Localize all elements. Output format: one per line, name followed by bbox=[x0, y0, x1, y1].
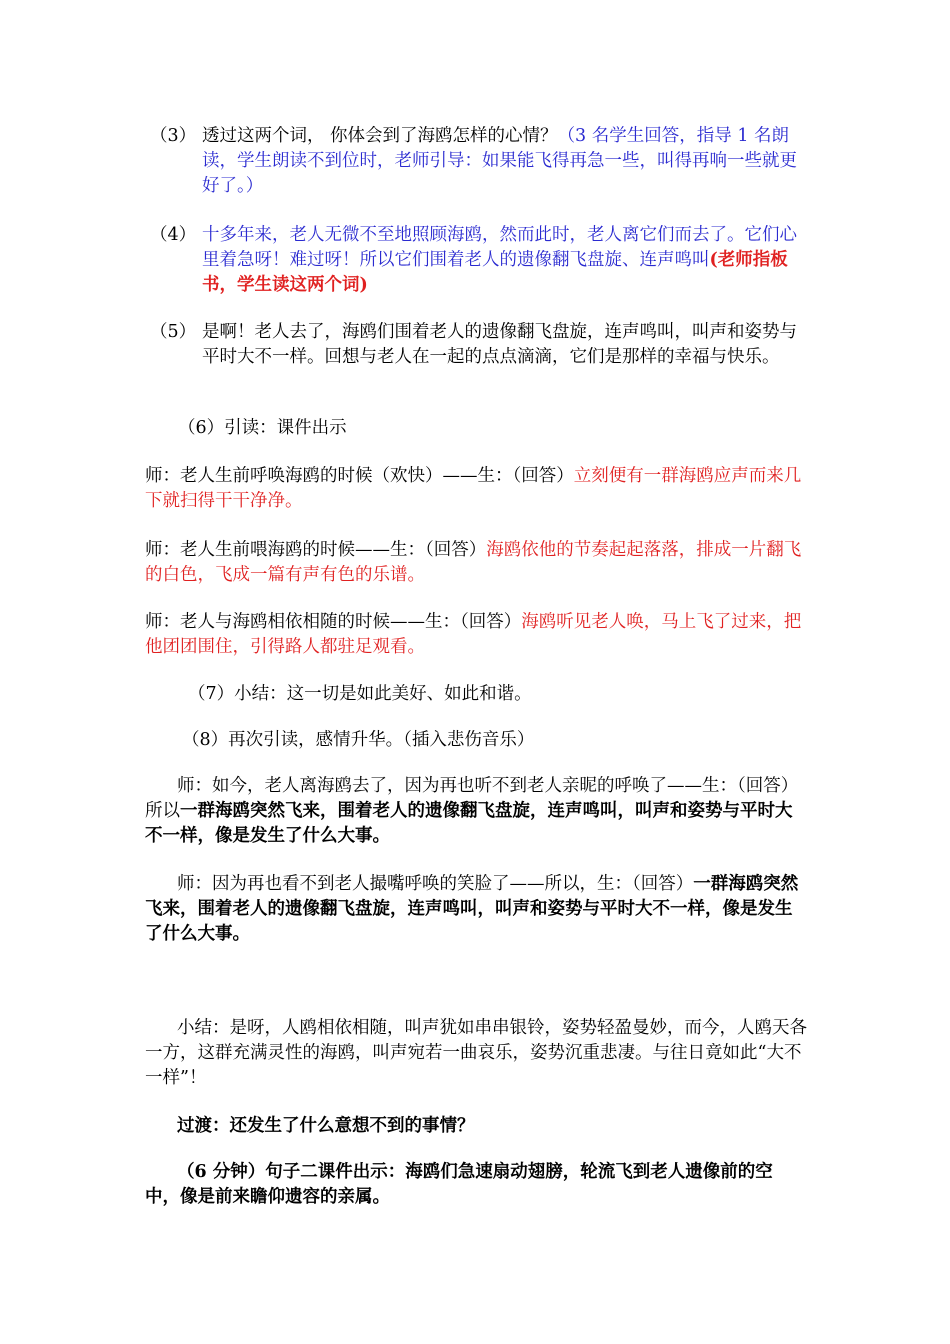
dialogue-line-3 bbox=[145, 610, 807, 660]
teacher-prompt: 师：老人生前呼唤海鸥的时候（欢快）——生：（回答） bbox=[145, 466, 574, 486]
step-7: （7）小结：这一切是如此美好、如此和谐。 bbox=[188, 684, 532, 704]
teacher-prompt: 师：因为再也看不到老人撮嘴呼唤的笑脸了——所以，生：（回答） bbox=[177, 874, 694, 894]
dialogue-line-2 bbox=[145, 538, 807, 588]
teacher-guided-reading-1 bbox=[145, 774, 807, 849]
step-3 bbox=[150, 124, 810, 199]
student-answer: 一群海鸥突然飞来，围着老人的遗像翻飞盘旋，连声鸣叫，叫声和姿势与平时大不一样，像是发生了什么大事。 bbox=[145, 874, 799, 944]
teacher-prompt: 师：老人生前喂海鸥的时候——生：（回答） bbox=[145, 540, 487, 560]
step-text: 透过这两个词， 你体会到了海鸥怎样的心情？ bbox=[202, 126, 558, 146]
teaching-note: （3 名学生回答，指导 1 名朗读，学生朗读不到位时，老师引导：如果能飞得再急一些，叫得再响一些就更好了。） bbox=[202, 126, 797, 196]
transition: 过渡：还发生了什么意想不到的事情？ bbox=[177, 1116, 475, 1136]
student-answer: 一群海鸥突然飞来，围着老人的遗像翻飞盘旋，连声鸣叫，叫声和姿势与平时大不一样，像是发生了什么大事。 bbox=[145, 801, 793, 846]
step-text: 是啊！老人去了，海鸥们围着老人的遗像翻飞盘旋，连声鸣叫，叫声和姿势与平时大不一样。回想与老人在一起的点点滴滴，它们是那样的幸福与快乐。 bbox=[202, 322, 797, 367]
student-answer: 海鸥听见老人唤，马上飞了过来，把他团团围住，引得路人都驻足观看。 bbox=[145, 612, 802, 657]
teacher-prompt: 师：如今，老人离海鸥去了，因为再也听不到老人亲昵的呼唤了——生：（回答）所以 bbox=[145, 776, 799, 821]
dialogue-line-1 bbox=[145, 464, 807, 514]
teacher-guided-reading-2 bbox=[145, 872, 807, 947]
summary: 小结：是呀，人鸥相依相随，叫声犹如串串银铃，姿势轻盈曼妙，而今，人鸥天各一方，这群充满灵性的海鸥，叫声宛若一曲哀乐，姿势沉重悲凄。与往日竟如此“大不一样”！ bbox=[145, 1018, 807, 1088]
step-text: 十多年来，老人无微不至地照顾海鸥，然而此时，老人离它们而去了。它们心里着急呀！难过呀！所以它们围着老人的遗像翻飞盘旋、连声鸣叫 bbox=[202, 225, 797, 270]
step-5 bbox=[150, 320, 810, 370]
step-6: （6）引读：课件出示 bbox=[178, 418, 347, 438]
teacher-prompt: 师：老人与海鸥相依相随的时候——生：（回答） bbox=[145, 612, 522, 632]
step-number: （4） bbox=[150, 225, 197, 245]
teaching-note: (老师指板书，学生读这两个词) bbox=[202, 250, 788, 295]
step-4 bbox=[150, 223, 810, 298]
sentence-two: （6 分钟）句子二课件出示：海鸥们急速扇动翅膀，轮流飞到老人遗像前的空中，像是前来瞻仰遗容的亲属。 bbox=[145, 1162, 773, 1207]
step-number: （5） bbox=[150, 322, 197, 342]
step-number: （3） bbox=[150, 126, 197, 146]
student-answer: 立刻便有一群海鸥应声而来几下就扫得干干净净。 bbox=[145, 466, 802, 511]
step-8: （8）再次引读，感情升华。（插入悲伤音乐） bbox=[182, 730, 535, 750]
student-answer: 海鸥依他的节奏起起落落，排成一片翻飞的白色，飞成一篇有声有色的乐谱。 bbox=[145, 540, 802, 585]
